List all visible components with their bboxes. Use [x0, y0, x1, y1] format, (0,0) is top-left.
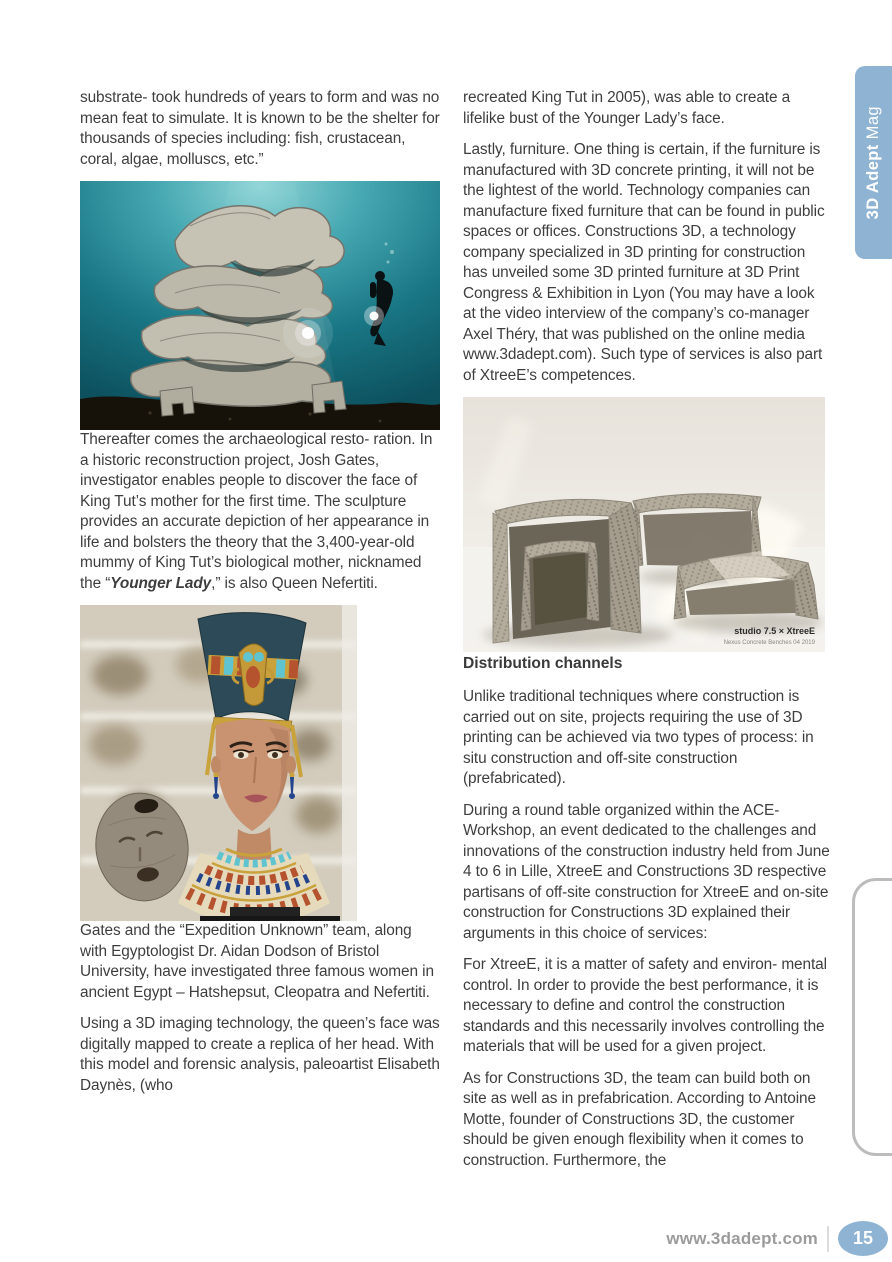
underwater-reef-sculpture-image	[80, 181, 442, 430]
paragraph-lastly-furniture: Lastly, furniture. One thing is certain, if the furniture is manufactured with 3D concrete printing, it will not be the lightest of the world. Technology companies can manufacture fixed furniture that can be found in public spaces or offices. Constructions 3D, a technology company specialized in 3D printing for construction has unveiled some 3D printed furniture at 3D Print Congress & Exhibition in Lyon (You may have a look at the video interview of the company’s co-manager Axel Théry, that was published on the online media www.3dadept.com). Such type of services is also part of XtreeE’s competences.	[463, 141, 825, 384]
paragraph-unlike-traditional: Unlike traditional techniques where construction is carried out on site, projects requiring the use of 3D printing can be achieved via two types of process: in situ construction and off-site construction (prefabricated).	[463, 688, 814, 787]
concrete-furniture-image	[463, 397, 831, 652]
paragraph-as-for-constructions: As for Constructions 3D, the team can build both on site as well as in prefabrication. According to Antoine Motte, founder of Constructions 3D, the customer should be given enough flexibility when it comes to construction. Furthermore, the	[463, 1069, 816, 1169]
furniture-caption-title: studio 7.5 × XtreeE	[734, 626, 815, 636]
paragraph-round-table: During a round table organized within the ACE-Workshop, an event dedicated to the challenges and innovations of the construction industry held from June 4 to 6 in Lille, XtreeE and Constructions 3D respective partisans of off-site construction for XtreeE and on-site construction for Constructions 3D explained their arguments in this choice of services:	[463, 801, 830, 942]
paragraph-substrate: substrate- took hundreds of years to form and was no mean feat to simulate. It is known to be the shelter for thousands of species including: fish, crustacean, coral, algae, molluscs, etc.”	[80, 89, 440, 168]
nefertiti-bust-image	[80, 605, 357, 921]
empty-side-tab[interactable]	[852, 878, 892, 1156]
left-column	[80, 88, 442, 1107]
paragraph-recreated: recreated King Tut in 2005), was able to create a lifelike bust of the Younger Lady’s face.	[463, 89, 791, 127]
paragraph-gates: Gates and the “Expedition Unknown” team, along with Egyptologist Dr. Aidan Dodson of Bristol University, have investigated three famous women in ancient Egypt – Hatshepsut, Cleopatra and Nefertiti.	[80, 922, 434, 1001]
p2-after: ,” is also Queen Nefertiti.	[211, 574, 378, 592]
page-number-badge: 15	[838, 1221, 888, 1256]
p2-before: Thereafter comes the archaeological resto- ration. In a historic reconstruction project, Josh Gates, investigator enables people to discover the face of King Tut’s mother for the first time. The sculpture provides an accurate depiction of her appearance in life and bolsters the theory that the 3,400-year-old mummy of King Tut’s biological mother, nicknamed the “	[80, 431, 433, 592]
side-tab-label	[865, 106, 882, 219]
page-footer	[666, 1221, 888, 1256]
side-tab-label-light: Mag	[864, 105, 883, 140]
paragraph-thereafter	[80, 430, 442, 594]
paragraph-for-xtreee: For XtreeE, it is a matter of safety and environ- mental control. In order to provide the best performance, it is necessary to define and control the construction standards and this necessarily involves controlling the materials that will be used for a given project.	[463, 956, 827, 1055]
furniture-caption-subtitle: Nexus Concrete Benches 04 2019	[723, 640, 815, 646]
website-link[interactable]: www.3dadept.com	[666, 1228, 818, 1248]
side-tab-label-bold: 3D Adept	[864, 144, 883, 220]
younger-lady-highlight: Younger Lady	[110, 574, 212, 592]
distribution-channels-heading: Distribution channels	[463, 655, 623, 672]
footer-divider	[827, 1226, 829, 1252]
paragraph-using-3d: Using a 3D imaging technology, the queen’s face was digitally mapped to create a replica of her head. With this model and forensic analysis, paleoartist Elisabeth Daynès, (who	[80, 1015, 440, 1094]
right-column	[463, 88, 831, 1182]
magazine-side-tab[interactable]	[855, 66, 892, 259]
